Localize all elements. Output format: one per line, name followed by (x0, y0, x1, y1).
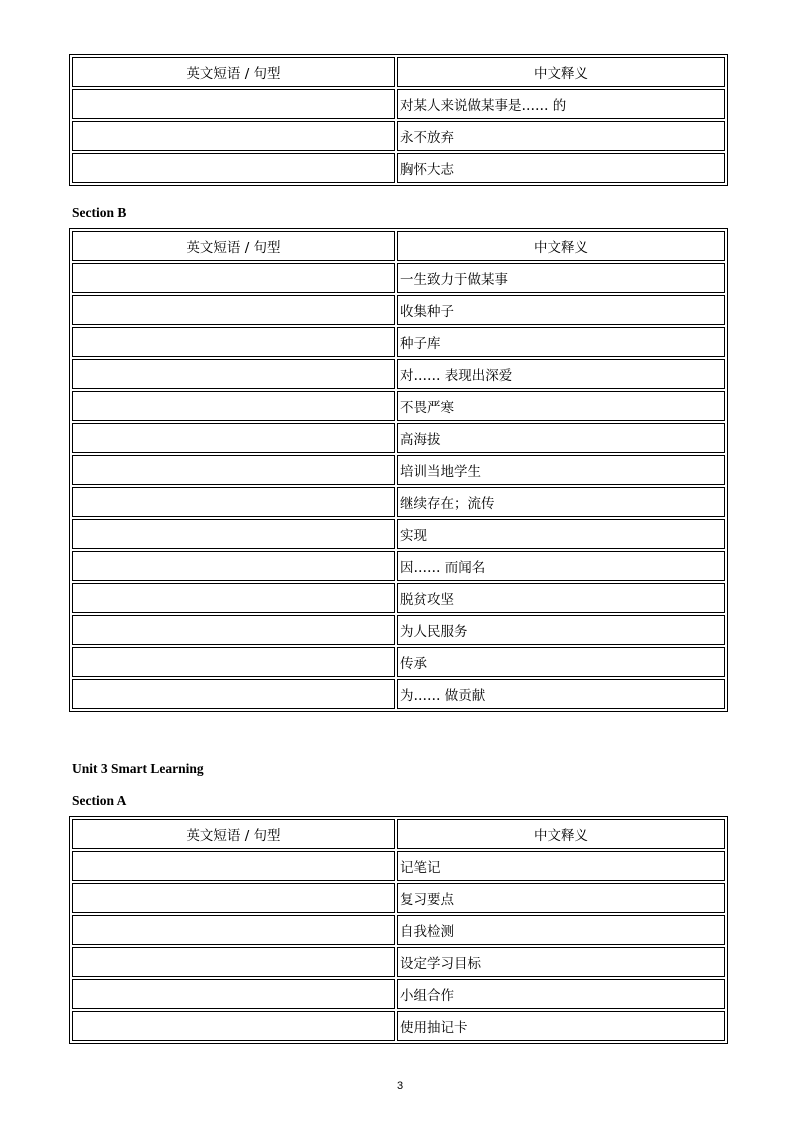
english-cell[interactable] (72, 89, 395, 119)
table-row (72, 551, 725, 581)
english-cell[interactable] (72, 455, 395, 485)
english-cell[interactable] (72, 1011, 395, 1041)
chinese-cell: 高海拔 (397, 423, 725, 453)
vocab-table-2 (69, 228, 728, 712)
english-cell[interactable] (72, 583, 395, 613)
table-row (72, 295, 725, 325)
chinese-cell: 种子库 (397, 327, 725, 357)
english-cell[interactable] (72, 487, 395, 517)
vocab-table-3 (69, 816, 728, 1044)
header-chinese: 中文释义 (397, 57, 725, 87)
table-row (72, 391, 725, 421)
table-header-row (72, 57, 725, 87)
chinese-cell: 不畏严寒 (397, 391, 725, 421)
chinese-cell: 脱贫攻坚 (397, 583, 725, 613)
english-cell[interactable] (72, 423, 395, 453)
english-cell[interactable] (72, 153, 395, 183)
chinese-cell: 设定学习目标 (397, 947, 725, 977)
chinese-cell: 小组合作 (397, 979, 725, 1009)
table-row (72, 455, 725, 485)
section-b-heading: Section B (72, 205, 127, 220)
table-row (72, 89, 725, 119)
english-cell[interactable] (72, 851, 395, 881)
chinese-cell: 实现 (397, 519, 725, 549)
english-cell[interactable] (72, 915, 395, 945)
chinese-cell: 收集种子 (397, 295, 725, 325)
table-row (72, 423, 725, 453)
table-row (72, 915, 725, 945)
table-row (72, 851, 725, 881)
english-cell[interactable] (72, 121, 395, 151)
chinese-cell: 为人民服务 (397, 615, 725, 645)
english-cell[interactable] (72, 615, 395, 645)
chinese-cell: 复习要点 (397, 883, 725, 913)
english-cell[interactable] (72, 979, 395, 1009)
table-row (72, 883, 725, 913)
table-row (72, 327, 725, 357)
chinese-cell: 记笔记 (397, 851, 725, 881)
chinese-cell: 使用抽记卡 (397, 1011, 725, 1041)
table-row (72, 359, 725, 389)
chinese-cell: 传承 (397, 647, 725, 677)
chinese-cell: 对…… 表现出深爱 (397, 359, 725, 389)
table-row (72, 263, 725, 293)
table-row (72, 647, 725, 677)
english-cell[interactable] (72, 295, 395, 325)
table-header-row (72, 231, 725, 261)
table-row (72, 615, 725, 645)
english-cell[interactable] (72, 391, 395, 421)
chinese-cell: 永不放弃 (397, 121, 725, 151)
english-cell[interactable] (72, 679, 395, 709)
english-cell[interactable] (72, 263, 395, 293)
chinese-cell: 一生致力于做某事 (397, 263, 725, 293)
chinese-cell: 为…… 做贡献 (397, 679, 725, 709)
table-row (72, 947, 725, 977)
table-row (72, 583, 725, 613)
chinese-cell: 因…… 而闻名 (397, 551, 725, 581)
chinese-cell: 胸怀大志 (397, 153, 725, 183)
vocab-table-1 (69, 54, 728, 186)
english-cell[interactable] (72, 359, 395, 389)
table-header-row (72, 819, 725, 849)
english-cell[interactable] (72, 883, 395, 913)
header-chinese: 中文释义 (397, 819, 725, 849)
table-row (72, 519, 725, 549)
table-row (72, 487, 725, 517)
table-row (72, 979, 725, 1009)
header-chinese: 中文释义 (397, 231, 725, 261)
table-row (72, 679, 725, 709)
header-english: 英文短语 / 句型 (72, 819, 395, 849)
table-row (72, 1011, 725, 1041)
header-english: 英文短语 / 句型 (72, 57, 395, 87)
english-cell[interactable] (72, 647, 395, 677)
chinese-cell: 自我检测 (397, 915, 725, 945)
english-cell[interactable] (72, 519, 395, 549)
english-cell[interactable] (72, 327, 395, 357)
english-cell[interactable] (72, 947, 395, 977)
chinese-cell: 继续存在；流传 (397, 487, 725, 517)
chinese-cell: 培训当地学生 (397, 455, 725, 485)
table-row (72, 153, 725, 183)
header-english: 英文短语 / 句型 (72, 231, 395, 261)
english-cell[interactable] (72, 551, 395, 581)
page-number: 3 (396, 1080, 404, 1092)
unit-heading: Unit 3 Smart Learning (72, 761, 204, 776)
table-row (72, 121, 725, 151)
chinese-cell: 对某人来说做某事是…… 的 (397, 89, 725, 119)
section-a-heading: Section A (72, 793, 127, 808)
